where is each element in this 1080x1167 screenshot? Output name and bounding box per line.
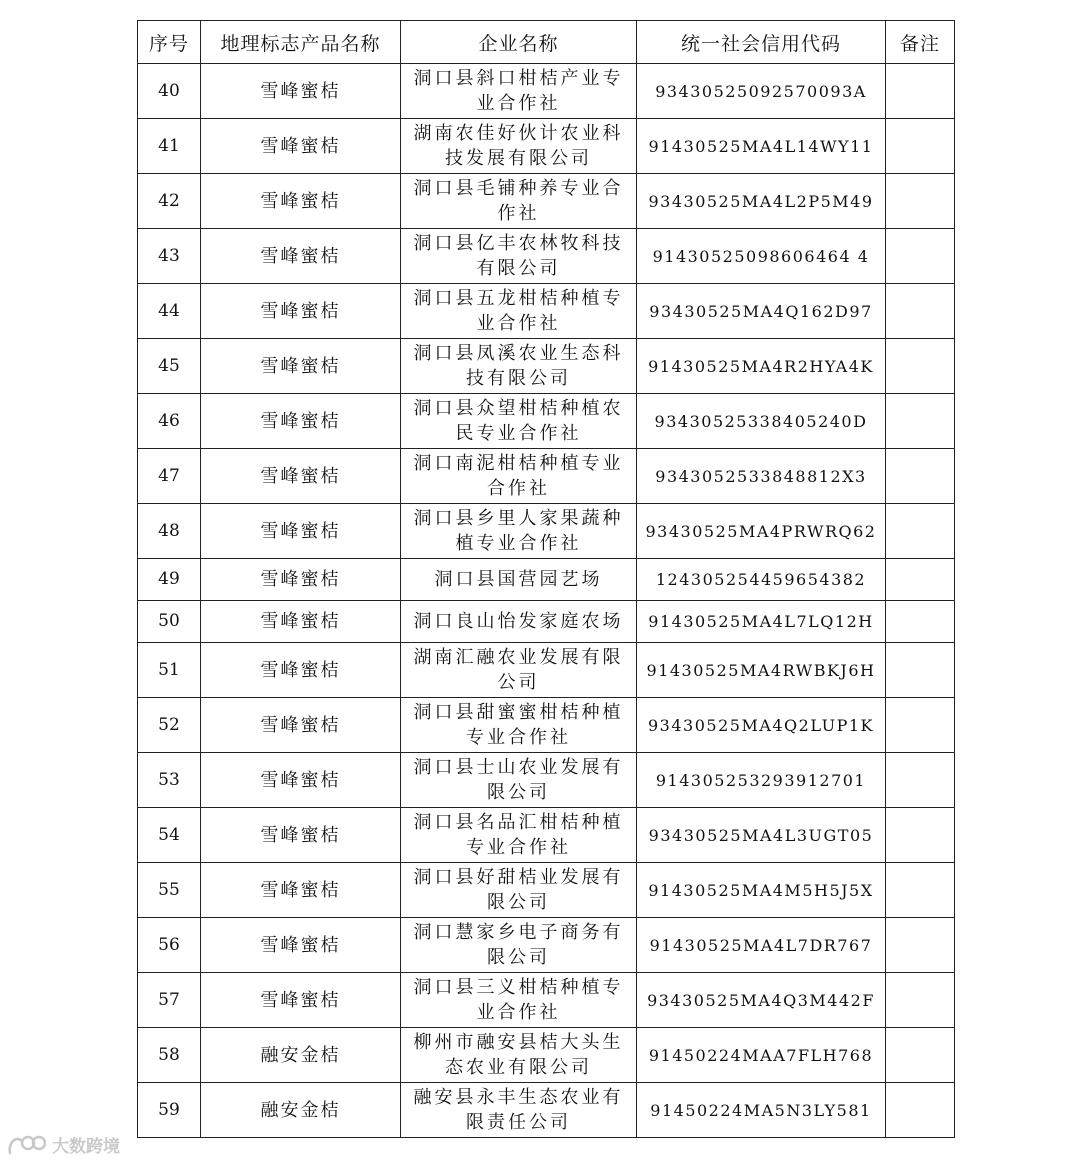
cell-enterprise: 湖南汇融农业发展有限公司 <box>401 643 637 698</box>
cell-remark <box>886 643 955 698</box>
cell-product: 雪峰蜜桔 <box>201 119 401 174</box>
header-remark: 备注 <box>886 21 955 64</box>
cell-product: 雪峰蜜桔 <box>201 394 401 449</box>
cell-product: 雪峰蜜桔 <box>201 174 401 229</box>
header-code: 统一社会信用代码 <box>637 21 886 64</box>
cell-enterprise: 融安县永丰生态农业有限责任公司 <box>401 1083 637 1138</box>
cell-code: 93430525MA4PRWRQ62 <box>637 504 886 559</box>
cell-remark <box>886 229 955 284</box>
cell-remark <box>886 1083 955 1138</box>
watermark-logo-icon <box>6 1131 46 1157</box>
cell-product: 雪峰蜜桔 <box>201 64 401 119</box>
cell-code: 91450224MA5N3LY581 <box>637 1083 886 1138</box>
cell-seq: 50 <box>138 601 201 643</box>
table-row <box>138 698 955 753</box>
table-row <box>138 1028 955 1083</box>
table-row <box>138 643 955 698</box>
cell-seq: 56 <box>138 918 201 973</box>
cell-code: 91430525MA4L7LQ12H <box>637 601 886 643</box>
cell-product: 雪峰蜜桔 <box>201 559 401 601</box>
table-row <box>138 753 955 808</box>
cell-code: 91430525MA4L7DR767 <box>637 918 886 973</box>
table-row <box>138 504 955 559</box>
cell-product: 雪峰蜜桔 <box>201 339 401 394</box>
table-row <box>138 808 955 863</box>
cell-enterprise: 湖南农佳好伙计农业科技发展有限公司 <box>401 119 637 174</box>
cell-product: 雪峰蜜桔 <box>201 698 401 753</box>
cell-product: 雪峰蜜桔 <box>201 973 401 1028</box>
cell-remark <box>886 284 955 339</box>
table-row <box>138 918 955 973</box>
table-row <box>138 119 955 174</box>
cell-enterprise: 洞口县亿丰农林牧科技有限公司 <box>401 229 637 284</box>
table-row <box>138 174 955 229</box>
cell-seq: 43 <box>138 229 201 284</box>
cell-remark <box>886 504 955 559</box>
cell-product: 融安金桔 <box>201 1083 401 1138</box>
cell-enterprise: 洞口县凤溪农业生态科技有限公司 <box>401 339 637 394</box>
cell-code: 93430525092570093A <box>637 64 886 119</box>
cell-enterprise: 柳州市融安县桔大头生态农业有限公司 <box>401 1028 637 1083</box>
table-row <box>138 601 955 643</box>
cell-seq: 54 <box>138 808 201 863</box>
cell-enterprise: 洞口县乡里人家果蔬种植专业合作社 <box>401 504 637 559</box>
cell-code: 91450224MAA7FLH768 <box>637 1028 886 1083</box>
cell-seq: 47 <box>138 449 201 504</box>
cell-remark <box>886 119 955 174</box>
cell-code: 91430525MA4L14WY11 <box>637 119 886 174</box>
cell-remark <box>886 698 955 753</box>
watermark-text: 大数跨境 <box>52 1136 120 1157</box>
cell-seq: 58 <box>138 1028 201 1083</box>
cell-remark <box>886 339 955 394</box>
cell-seq: 51 <box>138 643 201 698</box>
cell-remark <box>886 753 955 808</box>
registry-table <box>137 20 955 1138</box>
header-row <box>138 21 955 64</box>
cell-product: 雪峰蜜桔 <box>201 229 401 284</box>
table-row <box>138 64 955 119</box>
cell-seq: 46 <box>138 394 201 449</box>
cell-enterprise: 洞口南泥柑桔种植专业合作社 <box>401 449 637 504</box>
cell-product: 融安金桔 <box>201 1028 401 1083</box>
cell-product: 雪峰蜜桔 <box>201 863 401 918</box>
header-enterprise: 企业名称 <box>401 21 637 64</box>
table-row <box>138 1083 955 1138</box>
table-row <box>138 339 955 394</box>
cell-remark <box>886 808 955 863</box>
cell-seq: 53 <box>138 753 201 808</box>
cell-seq: 40 <box>138 64 201 119</box>
cell-product: 雪峰蜜桔 <box>201 918 401 973</box>
cell-remark <box>886 64 955 119</box>
cell-remark <box>886 1028 955 1083</box>
cell-code: 93430525MA4Q162D97 <box>637 284 886 339</box>
cell-code: 91430525098606464 4 <box>637 229 886 284</box>
cell-seq: 59 <box>138 1083 201 1138</box>
cell-code: 91430525MA4RWBKJ6H <box>637 643 886 698</box>
cell-seq: 41 <box>138 119 201 174</box>
cell-enterprise: 洞口县甜蜜蜜柑桔种植专业合作社 <box>401 698 637 753</box>
cell-product: 雪峰蜜桔 <box>201 808 401 863</box>
cell-product: 雪峰蜜桔 <box>201 753 401 808</box>
cell-seq: 45 <box>138 339 201 394</box>
header-product: 地理标志产品名称 <box>201 21 401 64</box>
cell-product: 雪峰蜜桔 <box>201 643 401 698</box>
cell-remark <box>886 973 955 1028</box>
cell-remark <box>886 601 955 643</box>
cell-seq: 42 <box>138 174 201 229</box>
cell-seq: 44 <box>138 284 201 339</box>
cell-enterprise: 洞口县毛铺种养专业合作社 <box>401 174 637 229</box>
cell-code: 93430525338405240D <box>637 394 886 449</box>
cell-code: 124305254459654382 <box>637 559 886 601</box>
table-row <box>138 863 955 918</box>
cell-remark <box>886 449 955 504</box>
cell-seq: 57 <box>138 973 201 1028</box>
header-seq: 序号 <box>138 21 201 64</box>
watermark <box>6 1131 120 1157</box>
cell-enterprise: 洞口慧家乡电子商务有限公司 <box>401 918 637 973</box>
cell-seq: 52 <box>138 698 201 753</box>
table-row <box>138 229 955 284</box>
cell-remark <box>886 918 955 973</box>
cell-code: 93430525MA4Q2LUP1K <box>637 698 886 753</box>
table-row <box>138 559 955 601</box>
table-row <box>138 394 955 449</box>
cell-code: 91430525MA4M5H5J5X <box>637 863 886 918</box>
cell-enterprise: 洞口良山怡发家庭农场 <box>401 601 637 643</box>
cell-enterprise: 洞口县士山农业发展有限公司 <box>401 753 637 808</box>
cell-enterprise: 洞口县国营园艺场 <box>401 559 637 601</box>
cell-code: 91430525MA4R2HYA4K <box>637 339 886 394</box>
cell-remark <box>886 559 955 601</box>
cell-enterprise: 洞口县名品汇柑桔种植专业合作社 <box>401 808 637 863</box>
table-row <box>138 284 955 339</box>
table-row <box>138 449 955 504</box>
cell-code: 93430525MA4L3UGT05 <box>637 808 886 863</box>
table-row <box>138 973 955 1028</box>
cell-enterprise: 洞口县众望柑桔种植农民专业合作社 <box>401 394 637 449</box>
cell-enterprise: 洞口县五龙柑桔种植专业合作社 <box>401 284 637 339</box>
cell-product: 雪峰蜜桔 <box>201 601 401 643</box>
cell-seq: 55 <box>138 863 201 918</box>
cell-code: 9343052533848812X3 <box>637 449 886 504</box>
cell-seq: 49 <box>138 559 201 601</box>
cell-enterprise: 洞口县好甜桔业发展有限公司 <box>401 863 637 918</box>
cell-product: 雪峰蜜桔 <box>201 284 401 339</box>
cell-code: 93430525MA4L2P5M49 <box>637 174 886 229</box>
cell-remark <box>886 174 955 229</box>
cell-enterprise: 洞口县斜口柑桔产业专业合作社 <box>401 64 637 119</box>
cell-remark <box>886 394 955 449</box>
cell-enterprise: 洞口县三义柑桔种植专业合作社 <box>401 973 637 1028</box>
cell-code: 914305253293912701 <box>637 753 886 808</box>
cell-remark <box>886 863 955 918</box>
cell-product: 雪峰蜜桔 <box>201 449 401 504</box>
cell-seq: 48 <box>138 504 201 559</box>
cell-code: 93430525MA4Q3M442F <box>637 973 886 1028</box>
cell-product: 雪峰蜜桔 <box>201 504 401 559</box>
